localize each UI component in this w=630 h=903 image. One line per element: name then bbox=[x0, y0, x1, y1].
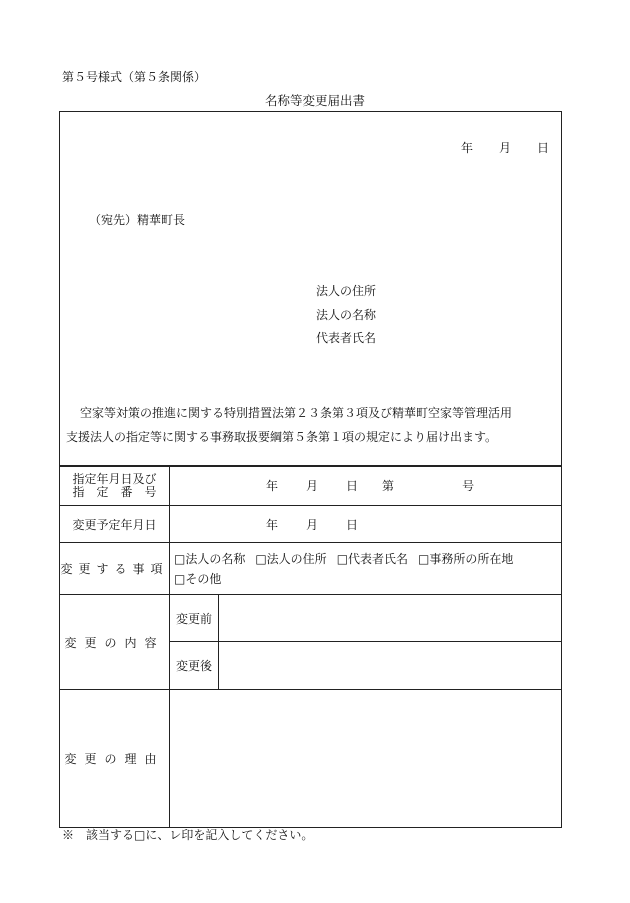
reason-value[interactable] bbox=[170, 690, 562, 828]
document-title: 名称等変更届出書 bbox=[264, 93, 365, 108]
scheduled-value[interactable] bbox=[170, 506, 562, 543]
content-before-row bbox=[60, 595, 562, 642]
option-corp-name-checkbox[interactable]: □法人の名称 bbox=[174, 551, 246, 566]
designation-value[interactable] bbox=[170, 466, 562, 506]
form-number: 第５号様式（第５条関係） bbox=[62, 70, 207, 84]
corp-name-label: 法人の名称 bbox=[316, 308, 377, 322]
footnote: ※ 該当する□に、レ印を記入してください。 bbox=[62, 828, 314, 842]
change-details-table bbox=[59, 465, 562, 828]
designation-label bbox=[60, 466, 170, 506]
before-value[interactable] bbox=[219, 595, 562, 642]
designation-label-line1: 指定年月日及び bbox=[72, 471, 157, 486]
scheduled-year: 年 bbox=[266, 517, 279, 532]
after-value[interactable] bbox=[219, 642, 562, 690]
option-other-checkbox[interactable]: □その他 bbox=[174, 571, 222, 586]
date-line bbox=[461, 139, 549, 156]
items-options bbox=[170, 543, 562, 595]
designation-go: 号 bbox=[462, 479, 475, 493]
reason-row bbox=[60, 690, 562, 828]
designation-no: 第 bbox=[382, 479, 395, 493]
notification-letter bbox=[59, 111, 562, 467]
scheduled-label: 変更予定年月日 bbox=[60, 506, 170, 543]
option-office-location-checkbox[interactable]: □事務所の所在地 bbox=[418, 551, 514, 566]
designation-day: 日 bbox=[346, 479, 359, 493]
reason-label: 変更の理由 bbox=[60, 690, 170, 828]
content-label: 変更の内容 bbox=[60, 595, 170, 690]
date-month: 月 bbox=[498, 141, 511, 155]
scheduled-row bbox=[60, 506, 562, 543]
before-label: 変更前 bbox=[170, 595, 219, 642]
scheduled-month: 月 bbox=[306, 517, 319, 532]
items-row bbox=[60, 543, 562, 595]
designation-row bbox=[60, 466, 562, 506]
designation-month: 月 bbox=[306, 479, 319, 493]
addressee: （宛先）精華町長 bbox=[89, 213, 186, 227]
items-label: 変更する事項 bbox=[60, 543, 170, 595]
option-representative-checkbox[interactable]: □代表者氏名 bbox=[336, 551, 409, 566]
corp-address-label: 法人の住所 bbox=[316, 284, 377, 298]
date-year: 年 bbox=[460, 141, 473, 155]
body-text bbox=[66, 401, 558, 449]
option-corp-address-checkbox[interactable]: □法人の住所 bbox=[255, 551, 327, 566]
designation-year: 年 bbox=[266, 479, 279, 493]
after-label: 変更後 bbox=[170, 642, 219, 690]
date-day: 日 bbox=[536, 141, 549, 155]
body-line-1: 空家等対策の推進に関する特別措置法第２３条第３項及び精華町空家等管理活用 bbox=[80, 406, 513, 420]
representative-label: 代表者氏名 bbox=[316, 331, 377, 345]
scheduled-day: 日 bbox=[346, 517, 359, 532]
body-line-2: 支援法人の指定等に関する事務取扱要綱第５条第１項の規定により届け出ます。 bbox=[66, 430, 498, 444]
designation-label-line2: 指 定 番 号 bbox=[72, 484, 157, 499]
